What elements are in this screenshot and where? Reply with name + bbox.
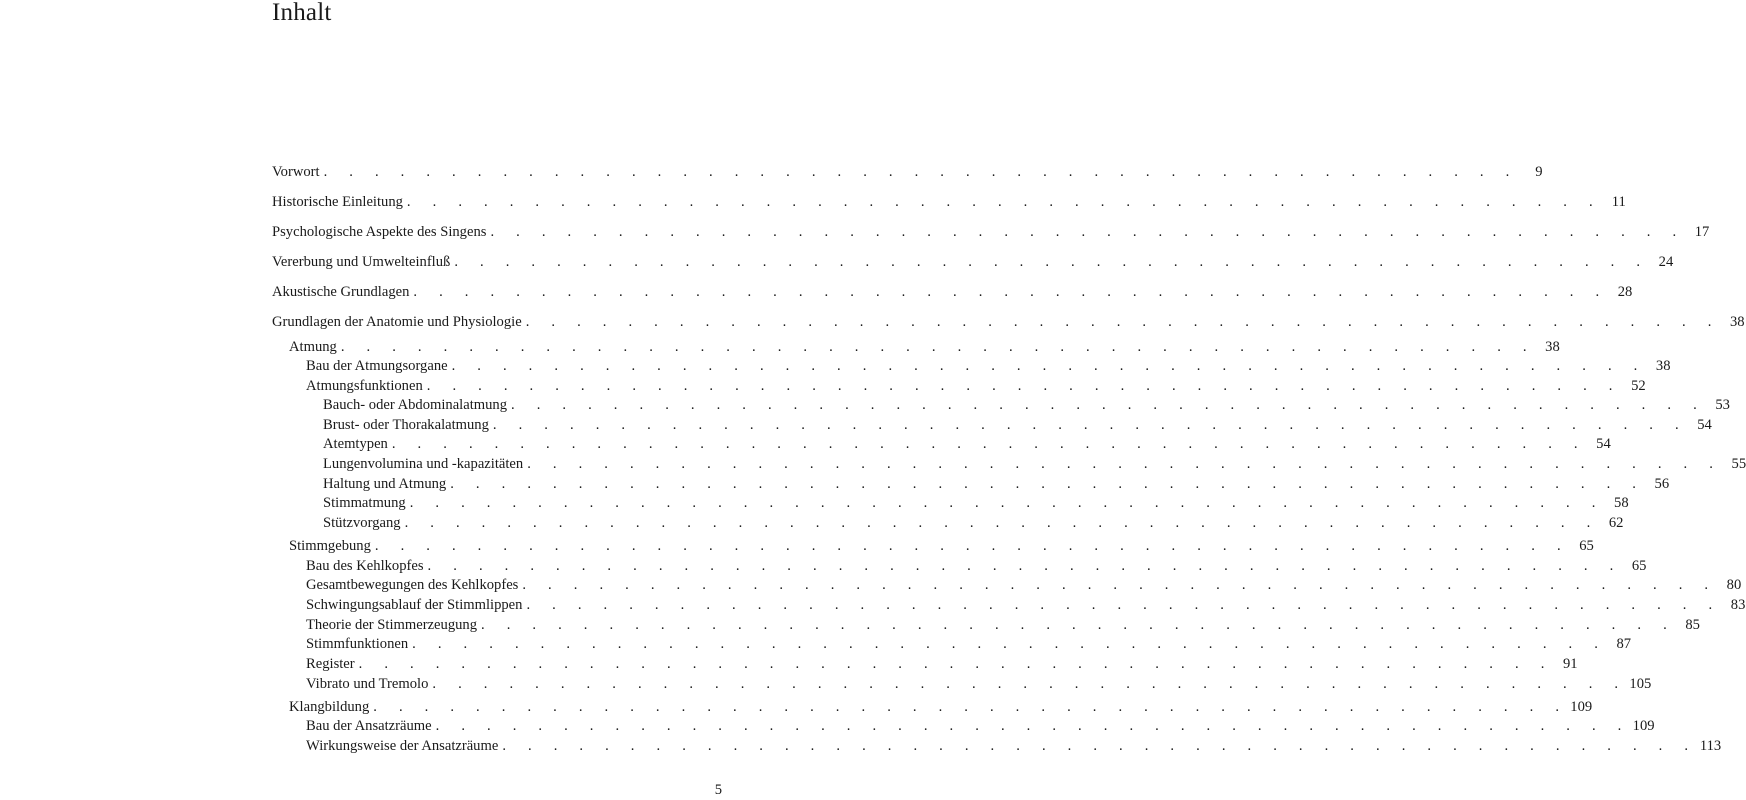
leader-dots: . . . . . . . . . . . . . . . . . . . . . . . . . . . . . . . . . . . . . . . . . . . . . . . — [409, 495, 1605, 511]
leader-dots: . . . . . . . . . . . . . . . . . . . . . . . . . . . . . . . . . . . . . . . . . . . . . . . — [412, 636, 1608, 652]
toc-entry — [272, 312, 1745, 332]
leader-dots: . . . . . . . . . . . . . . . . . . . . . . . . . . . . . . . . . . . . . . . . . . . . . . . — [404, 515, 1600, 531]
toc-entry-page: 62 — [1608, 515, 1624, 531]
toc-entry-page: 28 — [1617, 284, 1633, 300]
toc-entry — [272, 252, 1674, 272]
toc-entry-title: Klangbildung — [289, 699, 370, 715]
toc-entry — [272, 536, 1594, 556]
toc-entry-title: Grundlagen der Anatomie und Physiologie — [272, 314, 522, 330]
leader-dots: . . . . . . . . . . . . . . . . . . . . . . . . . . . . . . . . . . . . . . . . . . . . . . . — [373, 699, 1569, 715]
toc-entry — [272, 556, 1647, 576]
page-number: 5 — [714, 782, 722, 798]
toc-entry-title: Register — [306, 656, 355, 672]
page-title: Inhalt — [272, 0, 332, 26]
leader-dots: . . . . . . . . . . . . . . . . . . . . . . . . . . . . . . . . . . . . . . . . . . . . . . . — [527, 456, 1723, 472]
leader-dots: . . . . . . . . . . . . . . . . . . . . . . . . . . . . . . . . . . . . . . . . . . . . . . . — [526, 597, 1722, 613]
toc-entry — [272, 434, 1611, 454]
toc-entry-title: Vibrato und Tremolo — [306, 676, 429, 692]
toc-entry-page: 65 — [1631, 558, 1647, 574]
toc-entry-page: 38 — [1730, 314, 1745, 330]
toc-entry-page: 58 — [1614, 495, 1629, 511]
toc-entry-page: 109 — [1632, 718, 1655, 734]
toc-entry-page: 9 — [1535, 164, 1543, 180]
toc-entry-title: Gesamtbewegungen des Kehlkopfes — [306, 577, 519, 593]
leader-dots: . . . . . . . . . . . . . . . . . . . . . . . . . . . . . . . . . . . . . . . . . . . . . . . — [358, 656, 1554, 672]
toc-entry-title: Stimmfunktionen — [306, 636, 409, 652]
toc-entry — [272, 493, 1629, 513]
toc-entry-title: Atemtypen — [323, 436, 388, 452]
toc-entry-page: 17 — [1694, 224, 1710, 240]
toc-entry-title: Bau der Ansatzräume — [306, 718, 432, 734]
leader-dots: . . . . . . . . . . . . . . . . . . . . . . . . . . . . . . . . . . . . . . . . . . . . . . . — [432, 676, 1628, 692]
toc-entry-title: Atmungsfunktionen — [306, 378, 423, 394]
leader-dots: . . . . . . . . . . . . . . . . . . . . . . . . . . . . . . . . . . . . . . . . . . . . . . . — [323, 164, 1519, 180]
toc-entry-page: 55 — [1731, 456, 1746, 472]
toc-entry — [272, 282, 1633, 302]
toc-entry-title: Vorwort — [272, 164, 320, 180]
leader-dots: . . . . . . . . . . . . . . . . . . . . . . . . . . . . . . . . . . . . . . . . . . . . . . . — [502, 738, 1698, 754]
toc-entry-page: 38 — [1545, 339, 1560, 355]
leader-dots: . . . . . . . . . . . . . . . . . . . . . . . . . . . . . . . . . . . . . . . . . . . . . . . — [374, 538, 1570, 554]
toc-entry — [272, 615, 1700, 635]
toc-entry-title: Theorie der Stimmerzeugung — [306, 617, 478, 633]
leader-dots: . . . . . . . . . . . . . . . . . . . . . . . . . . . . . . . . . . . . . . . . . . . . . . . — [522, 577, 1718, 593]
toc-entry-title: Bau des Kehlkopfes — [306, 558, 424, 574]
toc-entry-title: Bauch- oder Abdominalatmung — [323, 397, 508, 413]
toc-entry-title: Brust- oder Thorakalatmung — [323, 417, 489, 433]
toc-entry-page: 11 — [1611, 194, 1626, 210]
toc-entry — [272, 674, 1652, 694]
toc-entry-page: 109 — [1570, 699, 1593, 715]
toc-entry-page: 87 — [1616, 636, 1632, 652]
leader-dots: . . . . . . . . . . . . . . . . . . . . . . . . . . . . . . . . . . . . . . . . . . . . . . . — [511, 397, 1706, 413]
toc-entry — [272, 474, 1670, 494]
toc-entry — [272, 376, 1646, 396]
toc-entry — [272, 736, 1722, 756]
toc-entry-title: Bau der Atmungsorgane — [306, 358, 448, 374]
toc-entry — [272, 654, 1578, 674]
table-of-contents — [272, 0, 1746, 800]
toc-entry-title: Psychologische Aspekte des Singens — [272, 224, 487, 240]
toc-entry — [272, 634, 1632, 654]
toc-entry-page: 83 — [1730, 597, 1746, 613]
toc-entry — [272, 222, 1710, 242]
toc-entry-title: Historische Einleitung — [272, 194, 403, 210]
leader-dots: . . . . . . . . . . . . . . . . . . . . . . . . . . . . . . . . . . . . . . . . . . . . . . . — [426, 378, 1622, 394]
leader-dots: . . . . . . . . . . . . . . . . . . . . . . . . . . . . . . . . . . . . . . . . . . . . . . . — [450, 476, 1646, 492]
leader-dots: . . . . . . . . . . . . . . . . . . . . . . . . . . . . . . . . . . . . . . . . . . . . . . . — [391, 436, 1587, 452]
leader-dots: . . . . . . . . . . . . . . . . . . . . . . . . . . . . . . . . . . . . . . . . . . . . . . . — [413, 284, 1609, 300]
leader-dots: . . . . . . . . . . . . . . . . . . . . . . . . . . . . . . . . . . . . . . . . . . . . . . . — [492, 417, 1688, 433]
toc-entry-page: 53 — [1715, 397, 1730, 413]
toc-entry — [272, 356, 1671, 376]
toc-entry-title: Wirkungsweise der Ansatzräume — [306, 738, 499, 754]
leader-dots: . . . . . . . . . . . . . . . . . . . . . . . . . . . . . . . . . . . . . . . . . . . . . . . — [406, 194, 1602, 210]
toc-entry-page: 24 — [1658, 254, 1674, 270]
toc-entry-page: 54 — [1697, 417, 1712, 433]
toc-entry — [272, 415, 1712, 435]
leader-dots: . . . . . . . . . . . . . . . . . . . . . . . . . . . . . . . . . . . . . . . . . . . . . . . — [490, 224, 1686, 240]
toc-entry-title: Vererbung und Umwelteinfluß — [272, 254, 451, 270]
toc-entry-page: 80 — [1726, 577, 1742, 593]
toc-entry-page: 85 — [1685, 617, 1700, 633]
toc-entry-title: Stimmatmung — [323, 495, 406, 511]
toc-entry-page: 38 — [1655, 358, 1671, 374]
toc-entry — [272, 513, 1624, 533]
toc-entry — [272, 716, 1655, 736]
toc-entry-title: Haltung und Atmung — [323, 476, 447, 492]
toc-entry-page: 105 — [1629, 676, 1652, 692]
leader-dots: . . . . . . . . . . . . . . . . . . . . . . . . . . . . . . . . . . . . . . . . . . . . . . . — [451, 358, 1647, 374]
toc-entry-title: Akustische Grundlagen — [272, 284, 410, 300]
toc-entry-title: Schwingungsablauf der Stimmlippen — [306, 597, 523, 613]
leader-dots: . . . . . . . . . . . . . . . . . . . . . . . . . . . . . . . . . . . . . . . . . . . . . . . — [481, 617, 1676, 633]
toc-entry — [272, 162, 1543, 182]
toc-entry — [272, 192, 1626, 212]
toc-entry-page: 52 — [1631, 378, 1646, 394]
toc-entry — [272, 337, 1560, 357]
toc-entry — [272, 575, 1742, 595]
toc-entry — [272, 697, 1593, 717]
toc-entry-page: 54 — [1596, 436, 1611, 452]
leader-dots: . . . . . . . . . . . . . . . . . . . . . . . . . . . . . . . . . . . . . . . . . . . . . . . — [340, 339, 1536, 355]
leader-dots: . . . . . . . . . . . . . . . . . . . . . . . . . . . . . . . . . . . . . . . . . . . . . . . — [435, 718, 1631, 734]
toc-entry — [272, 395, 1730, 415]
toc-entry-title: Stützvorgang — [323, 515, 401, 531]
toc-entry-page: 113 — [1699, 738, 1722, 754]
leader-dots: . . . . . . . . . . . . . . . . . . . . . . . . . . . . . . . . . . . . . . . . . . . . . . . — [454, 254, 1650, 270]
toc-entry-page: 65 — [1579, 538, 1594, 554]
toc-entry-title: Atmung — [289, 339, 337, 355]
toc-entry — [272, 595, 1746, 615]
toc-entry-page: 56 — [1654, 476, 1670, 492]
toc-entry — [272, 454, 1746, 474]
leader-dots: . . . . . . . . . . . . . . . . . . . . . . . . . . . . . . . . . . . . . . . . . . . . . . . — [525, 314, 1721, 330]
toc-entry-title: Lungenvolumina und -kapazitäten — [323, 456, 524, 472]
toc-entry-title: Stimmgebung — [289, 538, 371, 554]
leader-dots: . . . . . . . . . . . . . . . . . . . . . . . . . . . . . . . . . . . . . . . . . . . . . . . — [427, 558, 1623, 574]
toc-entry-page: 91 — [1562, 656, 1578, 672]
